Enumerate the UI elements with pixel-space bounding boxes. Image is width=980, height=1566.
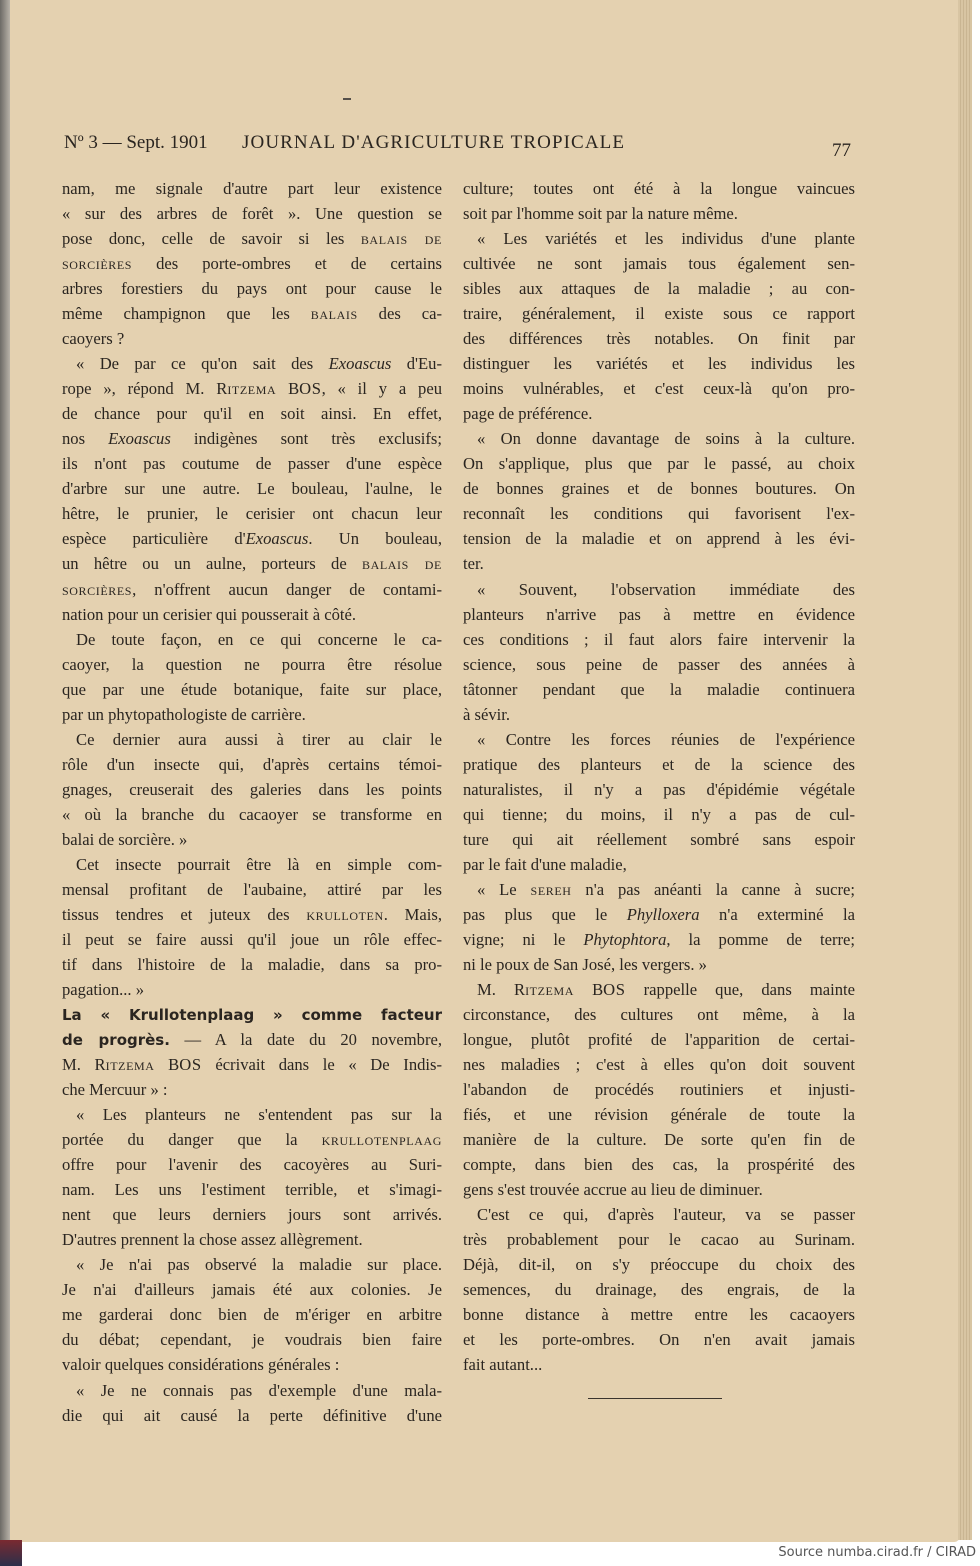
text-line [62,727,442,752]
text-line [62,977,442,1002]
text-run: Ce dernier aura aussi à tirer au clair le [76,729,442,749]
text-run: nation pour un cerisier qui pousserait à côté. [62,604,356,624]
italic-text: Exoascus [328,354,392,374]
text-run: de chance pour qu'il en soit ainsi. En effet, [62,404,442,424]
text-run: des différences très notables. On finit par [463,329,855,349]
text-run: distinguer les variétés et les individus les [463,354,855,374]
text-line [463,627,855,652]
text-line [62,652,442,677]
text-line [463,401,855,426]
text-run: ture qui ait réellement sombré sans espoir [463,829,855,849]
text-run: très probablement pour le cacao au Surinam. [463,1230,855,1250]
text-run: du débat; cependant, je voudrais bien faire [62,1330,442,1350]
text-line [463,752,855,777]
text-line [463,777,855,802]
text-run: balai de sorcière. » [62,829,188,849]
text-run: pas plus que le [463,904,627,924]
page-number: 77 [832,140,851,161]
text-run: reconnaît les conditions qui favorisent l'ex- [463,504,855,524]
text-run: — A la date du 20 novembre, [169,1030,442,1050]
text-run: tissus tendres et juteux des [62,904,307,924]
text-run: pagation... » [62,980,145,999]
text-line [463,1252,855,1277]
text-run: B [574,980,604,999]
small-caps-text: sorcières [62,254,133,274]
text-run: De toute façon, en ce qui concerne le ca- [76,629,442,649]
text-run: « Les planteurs ne s'entendent pas sur la [76,1105,442,1125]
text-run: gens s'est trouvée accrue au lieu de diminuer. [463,1180,763,1200]
text-run: écrivait dans le « De Indis- [201,1055,443,1075]
text-run: traire, généralement, il existe sous ce rapport [463,304,855,324]
italic-text: Phylloxera [626,904,700,924]
text-line [463,1352,855,1377]
text-run: arbres forestiers du pays ont pour cause le [62,279,442,299]
small-caps-text: itzema [227,379,277,399]
text-run: « On donne davantage de soins à la culture. [477,429,855,449]
italic-text: Exoascus [108,429,171,449]
text-line [62,1252,442,1277]
text-line [463,501,855,526]
text-line [62,627,442,652]
text-run: par le fait d'une maladie, [463,854,627,874]
text-line [62,1403,442,1428]
text-run: tif dans l'histoire de la maladie, dans sa pro- [62,954,442,974]
text-line [62,501,442,526]
text-run: B [276,379,300,399]
text-run: de bonnes graines et de bonnes boutures. On [463,479,855,499]
text-line [463,301,855,326]
text-run: d'arbre sur une autre. Le bouleau, l'aulne, le [62,479,442,499]
text-line [463,577,855,602]
text-run: Cet insecte pourrait être là en simple com- [76,854,442,874]
text-line [62,1378,442,1403]
text-run: culture; toutes ont été à la longue vaincues [463,179,855,198]
text-line [62,351,442,376]
text-run: caoyers ? [62,329,125,349]
text-run: compte, dans bien des cas, la prospérité des [463,1155,855,1175]
text-line [463,276,855,301]
text-run: nos [62,429,109,449]
text-line [62,577,442,602]
text-run: « Je ne connais pas d'exemple d'une mala- [76,1380,442,1400]
text-line [463,1077,855,1102]
text-line [463,551,855,576]
text-run: tâtonner pendant que la maladie continuera [463,679,855,699]
journal-title: JOURNAL D'AGRICULTURE TROPICALE [242,132,626,153]
text-line [463,426,855,451]
text-line [62,326,442,351]
page-edges [958,0,972,1540]
text-line [62,1077,442,1102]
text-run: nes maladies ; c'est à elles qu'on doit souvent [463,1055,855,1075]
text-run: planteurs n'arrive pas à mettre en évidence [463,604,855,624]
text-line [62,176,442,201]
text-run: page de préférence. [463,404,593,424]
text-line [463,201,855,226]
text-line [463,376,855,401]
text-run: ter. [463,554,484,574]
text-line [463,1027,855,1052]
text-run: « Souvent, l'observation immédiate des [477,579,855,599]
text-line [62,677,442,702]
text-run: manière de la culture. De sorte qu'en fin de [463,1130,855,1150]
small-caps-text: itzema [105,1055,155,1075]
text-run: rope », répond M. R [62,379,228,399]
text-line [62,852,442,877]
text-line [463,852,855,877]
text-run: n'a exterminé la [699,904,855,924]
text-line [463,1102,855,1127]
text-line [62,301,442,326]
text-line [463,1152,855,1177]
text-run: sibles aux attaques de la maladie ; au con- [463,279,855,299]
text-run: Déjà, dit-il, on s'y préoccupe du choix des [463,1255,855,1275]
text-line [62,551,442,576]
text-run: des ca- [357,304,442,324]
text-line [463,952,855,977]
italic-text: Phytophtora [583,929,667,949]
cover-corner [0,1540,22,1566]
text-run: d'Eu- [391,354,442,374]
small-caps-text: itzema [525,980,574,999]
text-run: et les porte-ombres. On n'en avait jamais [463,1330,855,1350]
text-run: l'abandon de procédés routiniers et injusti- [463,1080,855,1100]
text-run: un hêtre ou un aulne, porteurs de [62,554,362,574]
text-line [463,902,855,927]
text-line [62,251,442,276]
left-column [62,176,442,1428]
text-line [62,226,442,251]
section-heading: de progrès. [62,1031,170,1050]
text-line [463,1052,855,1077]
text-line [62,1002,442,1027]
text-line [463,176,855,201]
text-run: B [154,1055,180,1075]
small-caps-text: sorcières [62,579,133,599]
text-run: fait autant... [463,1355,543,1375]
text-line [463,802,855,827]
issue-info: Nº 3 — Sept. 1901 [64,132,208,153]
text-run: espèce particulière d' [62,529,246,549]
text-line [463,652,855,677]
text-run: mensal profitant de l'aubaine, attiré par les [62,879,442,899]
text-line [463,476,855,501]
text-line [62,752,442,777]
text-line [62,602,442,627]
right-column [463,176,855,1378]
text-line [62,1277,442,1302]
text-run: hêtre, le prunier, le cerisier ont chacun leur [62,504,442,524]
text-line [463,927,855,952]
small-caps-text: sereh [530,879,572,899]
text-run: qui tienne; du moins, il n'y a pas de cul- [463,804,855,824]
italic-text: Exoascus [245,529,309,549]
text-line [62,902,442,927]
text-run: par un phytopathologiste de carrière. [62,704,306,724]
text-run: pose donc, celle de savoir si les [62,229,361,249]
small-caps-text: OS [179,1055,202,1075]
text-line [463,251,855,276]
text-line [62,1302,442,1327]
text-run: che Mercuur » : [62,1080,168,1100]
text-line [463,451,855,476]
text-line [463,877,855,902]
text-line [463,351,855,376]
text-line [463,977,855,1002]
text-line [463,1302,855,1327]
text-run: ces conditions ; il faut alors faire intervenir la [463,629,855,649]
text-run: pratique des planteurs et de la science des [463,754,855,774]
text-run: semences, du drainage, des engrais, de la [463,1280,855,1300]
text-run: il peut se faire aussi qu'il joue un rôle effec- [62,929,442,949]
text-line [463,827,855,852]
text-run: rappelle que, dans mainte [625,980,856,999]
text-line [463,326,855,351]
small-caps-text: OS [603,980,626,999]
text-run: indigènes sont très exclusifs; [170,429,442,449]
text-run: . Mais, [383,904,442,924]
text-run: , la pomme de terre; [666,929,855,949]
text-line [62,426,442,451]
text-run: On s'applique, plus que par le passé, au choix [463,454,855,474]
section-heading: La « Krullotenplaag » comme facteur [62,1006,442,1025]
text-line [62,827,442,852]
small-caps-text: balais de [361,554,442,574]
text-line [62,702,442,727]
text-run: me garderai donc bien de m'ériger en arbitre [62,1305,442,1325]
text-run: « Contre les forces réunies de l'expérience [477,729,855,749]
small-caps-text: OS [299,379,322,399]
text-run: nent que leurs derniers jours sont arrivés. [62,1205,442,1225]
text-run: C'est ce qui, d'après l'auteur, va se passer [477,1205,855,1225]
text-run: M. R [62,1055,106,1075]
small-caps-text: balais de [360,229,442,249]
text-line [463,1277,855,1302]
text-run: Je n'ai d'ailleurs jamais été aux colonies. Je [62,1280,442,1300]
text-line [62,201,442,226]
text-run: que par une étude botanique, faite sur place, [62,679,442,699]
text-run: cultivée ne sont jamais tous également sen- [463,254,855,274]
small-caps-text: krulloten [306,904,384,924]
text-run: circonstance, des cultures ont même, à la [463,1005,855,1025]
text-line [62,877,442,902]
text-line [62,1027,442,1052]
top-mark [343,98,351,100]
text-line [463,1227,855,1252]
text-line [62,401,442,426]
text-run: naturalistes, il n'y a pas d'épidémie végétale [463,779,855,799]
book-spine [0,0,10,1540]
text-line [62,1202,442,1227]
text-run: bonne distance à mettre entre les cacaoyers [463,1305,855,1325]
text-line [463,702,855,727]
text-run: , n'offrent aucun danger de contami- [132,579,442,599]
source-credit: Source numba.cirad.fr / CIRAD [778,1545,976,1560]
text-line [62,927,442,952]
text-run: même champignon que les [62,304,311,324]
text-line [62,476,442,501]
text-line [62,802,442,827]
text-run: « sur des arbres de forêt ». Une question se [62,204,442,224]
text-line [62,451,442,476]
small-caps-text: balais [310,304,358,324]
text-run: , « il y a peu [321,379,443,399]
text-run: rôle d'un insecte qui, d'après certains témoi- [62,754,442,774]
text-line [463,602,855,627]
text-run: n'a pas anéanti la canne à sucre; [571,879,855,899]
text-run: soit par l'homme soit par la nature même. [463,204,738,224]
text-run: D'autres prennent la chose assez allègrement. [62,1230,363,1250]
text-run: « Les variétés et les individus d'une plante [477,229,855,249]
text-run: portée du danger que la [62,1130,322,1150]
text-line [62,777,442,802]
text-run: M. R [477,980,526,999]
text-run: « De par ce qu'on sait des [76,354,329,374]
text-run: gnages, creuserait des galeries dans les points [62,779,442,799]
text-run: nam, me signale d'autre part leur existence [62,179,442,198]
text-line [463,1202,855,1227]
text-run: longue, plutôt profité de l'apparition de certai- [463,1030,855,1050]
text-run: ni le poux de San José, les vergers. » [463,954,707,974]
text-run: fiés, et une révision générale de toute la [463,1105,855,1125]
text-line [463,727,855,752]
small-caps-text: krullotenplaag [321,1130,442,1150]
text-run: offre pour l'avenir des cacoyères au Suri- [62,1155,442,1175]
text-run: . Un bouleau, [308,529,442,549]
text-run: « Je n'ai pas observé la maladie sur place. [76,1255,442,1275]
text-run: caoyer, la question ne pourra être résolue [62,654,442,674]
text-line [62,1327,442,1352]
text-run: ils n'ont pas coutume de passer d'une espèce [62,454,442,474]
text-line [62,1227,442,1252]
end-rule [588,1398,722,1399]
text-line [62,526,442,551]
text-line [463,1327,855,1352]
text-run: « où la branche du cacaoyer se transforme en [62,804,442,824]
text-line [62,952,442,977]
text-run: nam. Les uns l'estiment terrible, et s'imagi- [62,1180,442,1200]
text-line [463,1177,855,1202]
text-line [463,1127,855,1152]
text-line [463,526,855,551]
text-line [463,677,855,702]
text-line [62,1052,442,1077]
text-run: des porte-ombres et de certains [132,254,442,274]
text-run: à sévir. [463,704,511,724]
text-run: vigne; ni le [463,929,584,949]
text-run: « Le [477,879,531,899]
text-line [62,276,442,301]
text-line [62,376,442,401]
text-line [62,1102,442,1127]
text-run: science, sous peine de passer des années à [463,654,855,674]
text-line [62,1152,442,1177]
text-line [463,226,855,251]
text-run: valoir quelques considérations générales : [62,1355,340,1375]
text-run: die qui ait causé la perte définitive d'une [62,1405,442,1425]
text-run: moins vulnérables, et c'est ceux-là qu'on pro- [463,379,855,399]
text-run: tension de la maladie et on apprend à les évi- [463,529,855,549]
text-line [62,1177,442,1202]
text-line [62,1127,442,1152]
text-line [463,1002,855,1027]
text-line [62,1352,442,1377]
